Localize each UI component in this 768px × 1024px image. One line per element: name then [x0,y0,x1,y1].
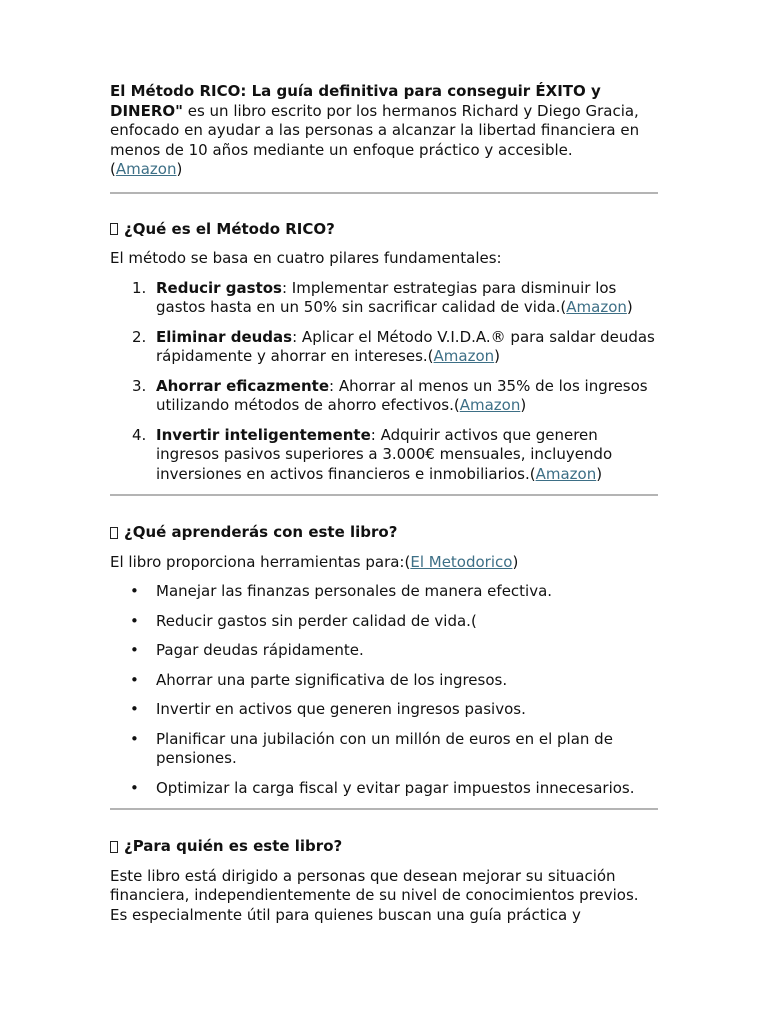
book-title: El Método RICO: La guía definitiva para conseguir ÉXITO y DINERO" [110,82,601,120]
list-item: • Reducir gastos sin perder calidad de vida.( [130,611,477,630]
section-text: Este libro está dirigido a personas que desean mejorar su situación financiera, independientemente de su nivel de conocimientos previos. Es especialmente útil para quienes buscan una guía práctica y [110,866,639,924]
section-lead: El método se basa en cuatro pilares fundamentales: [110,249,502,267]
amazon-link[interactable]: Amazon [433,347,495,365]
unrendered-glyph-icon [110,841,118,853]
unrendered-glyph-icon [110,527,118,539]
intro-paren-close: ) [176,160,183,178]
intro-paragraph [110,82,658,180]
unrendered-glyph-icon [110,223,118,235]
metodorico-link[interactable]: El Metodorico [410,552,513,571]
list-item: • Pagar deudas rápidamente. [130,641,364,659]
list-item: 1. Reducir gastos: Implementar estrategias para disminuir los gastos hasta en un 50% sin sacrificar calidad de vida.(Amazon) [132,278,633,316]
list-item: • Manejar las finanzas personales de manera efectiva. [130,582,553,600]
section-heading-metodo [110,220,658,240]
heading-text: ¿Qué es el Método RICO? [124,219,335,238]
list-item: • Planificar una jubilación con un millón de euros en el plan de pensiones. [130,729,613,767]
pillars-list [110,279,658,485]
list-item: 2. Eliminar deudas: Aplicar el Método V.I.D.A.® para saldar deudas rápidamente y ahorrar en intereses.(Amazon) [132,327,655,365]
list-item: 3. Ahorrar eficazmente: Ahorrar al menos un 35% de los ingresos utilizando métodos de ahorro efectivos.(Amazon) [132,376,648,414]
heading-text: ¿Para quién es este libro? [124,837,343,855]
amazon-link[interactable]: Amazon [459,396,521,414]
intro-paren-open: ( [110,160,116,178]
bullet-icon: • [130,778,139,797]
amazon-link[interactable]: Amazon [115,160,177,178]
bullet-icon: • [130,670,139,689]
amazon-link[interactable]: Amazon [566,298,627,316]
heading-text: ¿Qué aprenderás con este libro? [124,523,398,541]
bullet-icon: • [130,700,139,718]
bullet-icon: • [130,641,139,659]
section-lead: El libro proporciona herramientas para:(El Metodorico) [110,552,519,571]
intro-text: es un libro escrito por los hermanos Richard y Diego Gracia, enfocado en ayudar a las personas a alcanzar la libertad financiera en menos de 10 años mediante un enfoque práctico y accesible. [110,101,640,159]
learn-list [110,582,658,798]
list-item: 4. Invertir inteligentemente: Adquirir activos que generen ingresos pasivos superiores a 3.000€ mensuales, incluyendo inversiones en activos financieros e inmobiliarios.(Amazon) [132,425,613,483]
amazon-link[interactable]: Amazon [535,464,597,483]
bullet-icon: • [130,611,139,630]
section-heading-para-quien [110,837,658,857]
list-item: • Invertir en activos que generen ingresos pasivos. [130,700,526,718]
bullet-icon: • [130,582,139,600]
divider [110,808,658,810]
divider [110,192,658,194]
section-heading-aprenderas [110,523,658,543]
document-body [110,82,658,925]
list-item: • Optimizar la carga fiscal y evitar pagar impuestos innecesarios. [130,778,635,797]
divider [110,494,658,496]
bullet-icon: • [130,729,139,748]
list-item: • Ahorrar una parte significativa de los ingresos. [130,670,508,689]
